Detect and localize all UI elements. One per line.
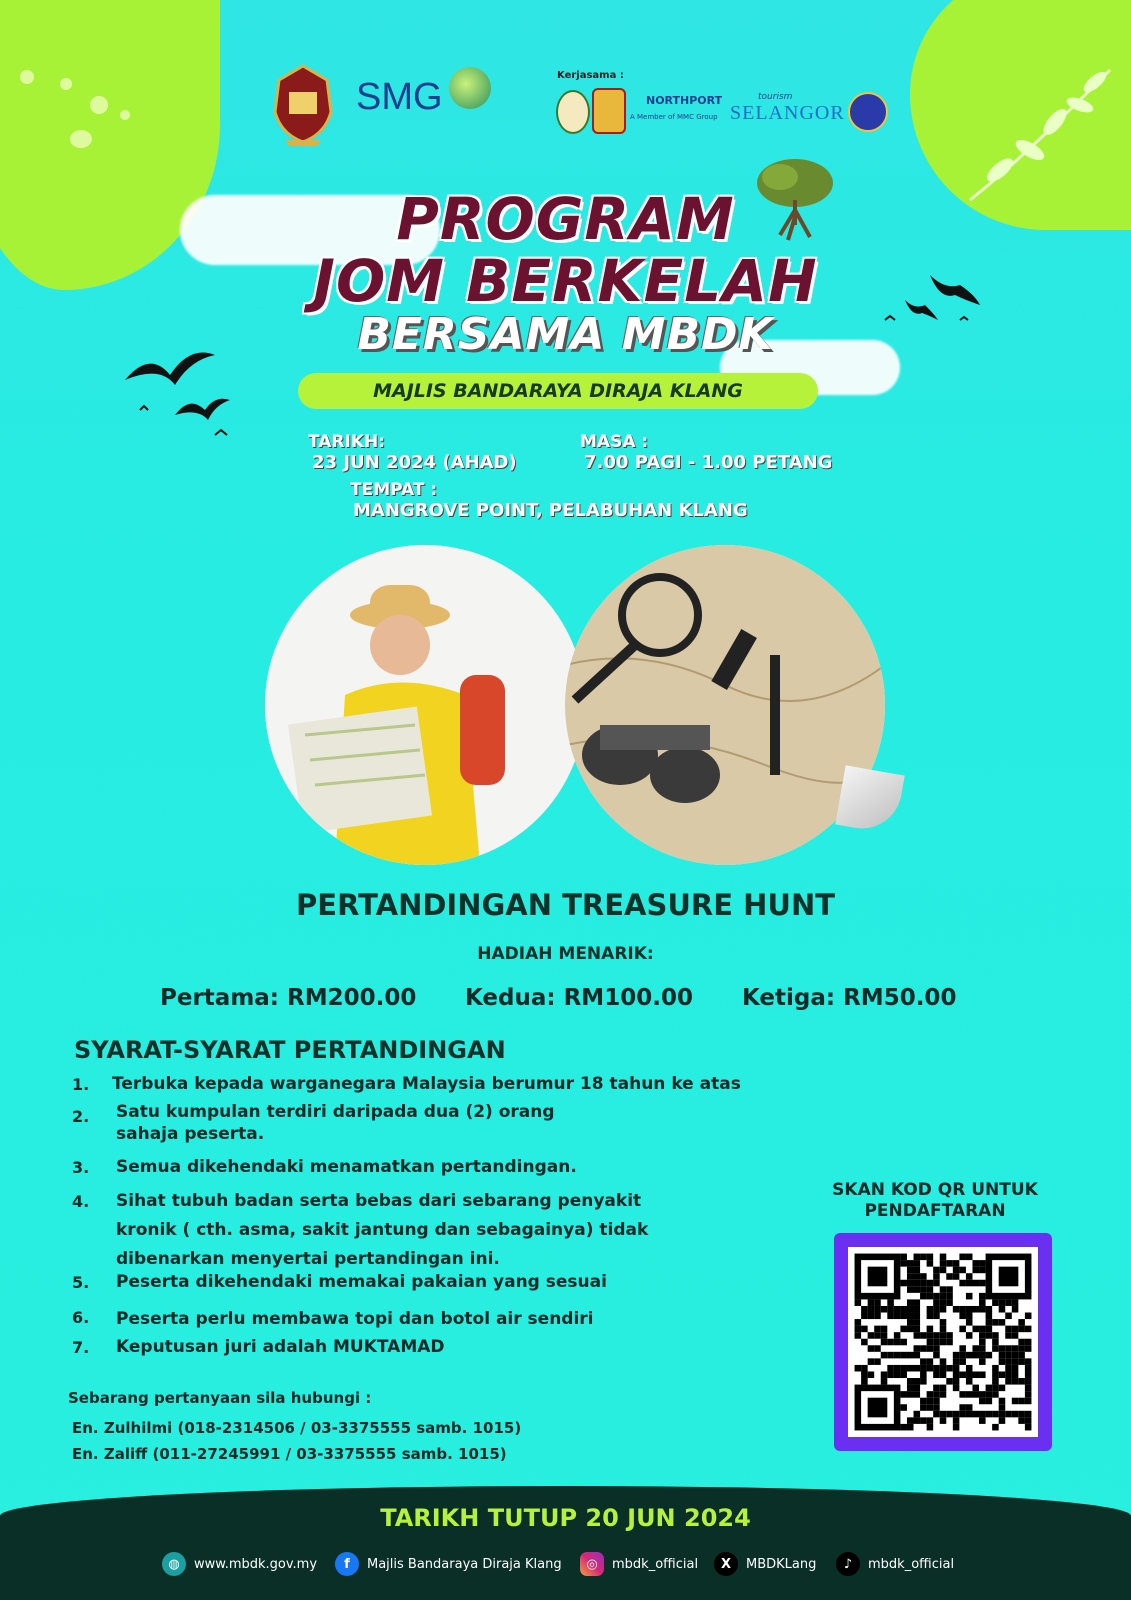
partner-logo-2 [592, 88, 626, 134]
decor-dots [20, 70, 140, 160]
northport-subtext: A Member of MMC Group [630, 113, 718, 121]
prize-third-value: RM50.00 [843, 985, 957, 1011]
competition-title: PERTANDINGAN TREASURE HUNT [296, 888, 835, 922]
masa-value: 7.00 PAGI - 1.00 PETANG [584, 452, 833, 473]
closing-date: TARIKH TUTUP 20 JUN 2024 [380, 1504, 751, 1532]
tarikh-label: TARIKH: [308, 432, 386, 452]
rule-text-plain: Keputusan juri adalah [116, 1337, 334, 1357]
smg-swirl-icon [449, 67, 491, 109]
social-facebook[interactable] [335, 1552, 562, 1576]
northport-text: NORTHPORT [646, 94, 723, 107]
rule-text: Peserta perlu membawa topi dan botol air sendiri [116, 1309, 594, 1329]
rule-number: 6. [72, 1308, 90, 1327]
prize-second-value: RM100.00 [563, 985, 693, 1011]
tempat-label: TEMPAT : [350, 480, 438, 500]
contact-heading: Sebarang pertanyaan sila hubungi : [68, 1389, 372, 1407]
rules-heading: SYARAT-SYARAT PERTANDINGAN [74, 1036, 506, 1064]
prize-first-value: RM200.00 [287, 985, 417, 1011]
rule-number: 2. [72, 1107, 90, 1126]
explorer-photo [265, 545, 585, 865]
qr-caption-line-2: PENDAFTARAN [864, 1201, 1006, 1221]
rule-number: 7. [72, 1338, 90, 1357]
northport-logo [630, 94, 723, 121]
rule-text: Terbuka kepada warganegara Malaysia berumur 18 tahun ke atas [112, 1074, 741, 1094]
rule-number: 1. [72, 1075, 90, 1094]
x-icon: X [714, 1552, 738, 1576]
rule-text [116, 1335, 696, 1360]
smg-logo-text: SMG [356, 76, 443, 118]
title-line-2: JOM BERKELAH [313, 247, 818, 315]
rule-text: Peserta dikehendaki memakai pakaian yang sesuai [116, 1272, 607, 1292]
social-x[interactable] [714, 1552, 816, 1576]
facebook-icon: f [335, 1552, 359, 1576]
prize-heading: HADIAH MENARIK: [477, 944, 654, 964]
qr-code[interactable] [848, 1247, 1038, 1437]
qr-caption-line-1: SKAN KOD QR UNTUK [832, 1180, 1038, 1200]
tarikh-value: 23 JUN 2024 (AHAD) [312, 452, 517, 473]
contact-line-1: En. Zulhilmi (018-2314506 / 03-3375555 samb. 1015) [72, 1419, 522, 1437]
contact-line-2: En. Zaliff (011-27245991 / 03-3375555 samb. 1015) [72, 1445, 507, 1463]
tiktok-icon: ♪ [836, 1552, 860, 1576]
rule-text-bold: MUKTAMAD [333, 1337, 445, 1357]
prize-third-label: Ketiga: [742, 985, 836, 1011]
qr-caption [815, 1180, 1055, 1222]
instagram-icon: ◎ [580, 1552, 604, 1576]
rule-number: 4. [72, 1192, 90, 1211]
smg-logo [356, 76, 491, 119]
rule-text: Sihat tubuh badan serta bebas dari sebarang penyakit kronik ( cth. asma, sakit jantung dan sebagainya) tidak dibenarkan menyertai pertandingan ini. [116, 1191, 649, 1269]
prize-third [742, 985, 956, 1011]
organizer-pill: MAJLIS BANDARAYA DIRAJA KLANG [298, 373, 818, 409]
rule-text: Semua dikehendaki menamatkan pertandingan. [116, 1157, 577, 1177]
selangor-text: SELANGOR [730, 102, 845, 124]
social-website[interactable] [162, 1552, 317, 1576]
title-line-3: BERSAMA MBDK [357, 309, 774, 360]
prize-first-label: Pertama: [160, 985, 279, 1011]
prize-second-label: Kedua: [465, 985, 556, 1011]
social-x-text[interactable]: MBDKLang [746, 1556, 817, 1572]
rule-number: 5. [72, 1273, 90, 1292]
social-tiktok[interactable] [836, 1552, 954, 1576]
masa-label: MASA : [580, 432, 649, 452]
mbdk-crest-logo [265, 62, 341, 148]
rule-number: 3. [72, 1158, 90, 1177]
social-instagram-text[interactable]: mbdk_official [612, 1556, 699, 1572]
globe-icon: ◍ [162, 1552, 186, 1576]
tourism-text: tourism [758, 92, 793, 102]
prize-second [465, 985, 693, 1011]
tourism-selangor-logo [730, 92, 845, 125]
social-tiktok-text[interactable]: mbdk_official [868, 1556, 955, 1572]
partner-logo-badge [848, 92, 888, 132]
qr-code-frame[interactable] [834, 1233, 1052, 1451]
kerjasama-label: Kerjasama : [557, 70, 624, 81]
title-line-1: PROGRAM [396, 185, 735, 253]
tempat-value: MANGROVE POINT, PELABUHAN KLANG [353, 500, 748, 521]
social-instagram[interactable] [580, 1552, 698, 1576]
social-website-text[interactable]: www.mbdk.gov.my [194, 1556, 318, 1572]
rule-text: Satu kumpulan terdiri daripada dua (2) orang sahaja peserta. [116, 1102, 555, 1144]
social-facebook-text[interactable]: Majlis Bandaraya Diraja Klang [367, 1556, 562, 1572]
prize-first [160, 985, 416, 1011]
partner-logo-1 [556, 90, 590, 134]
page-curl-decor [835, 765, 905, 835]
